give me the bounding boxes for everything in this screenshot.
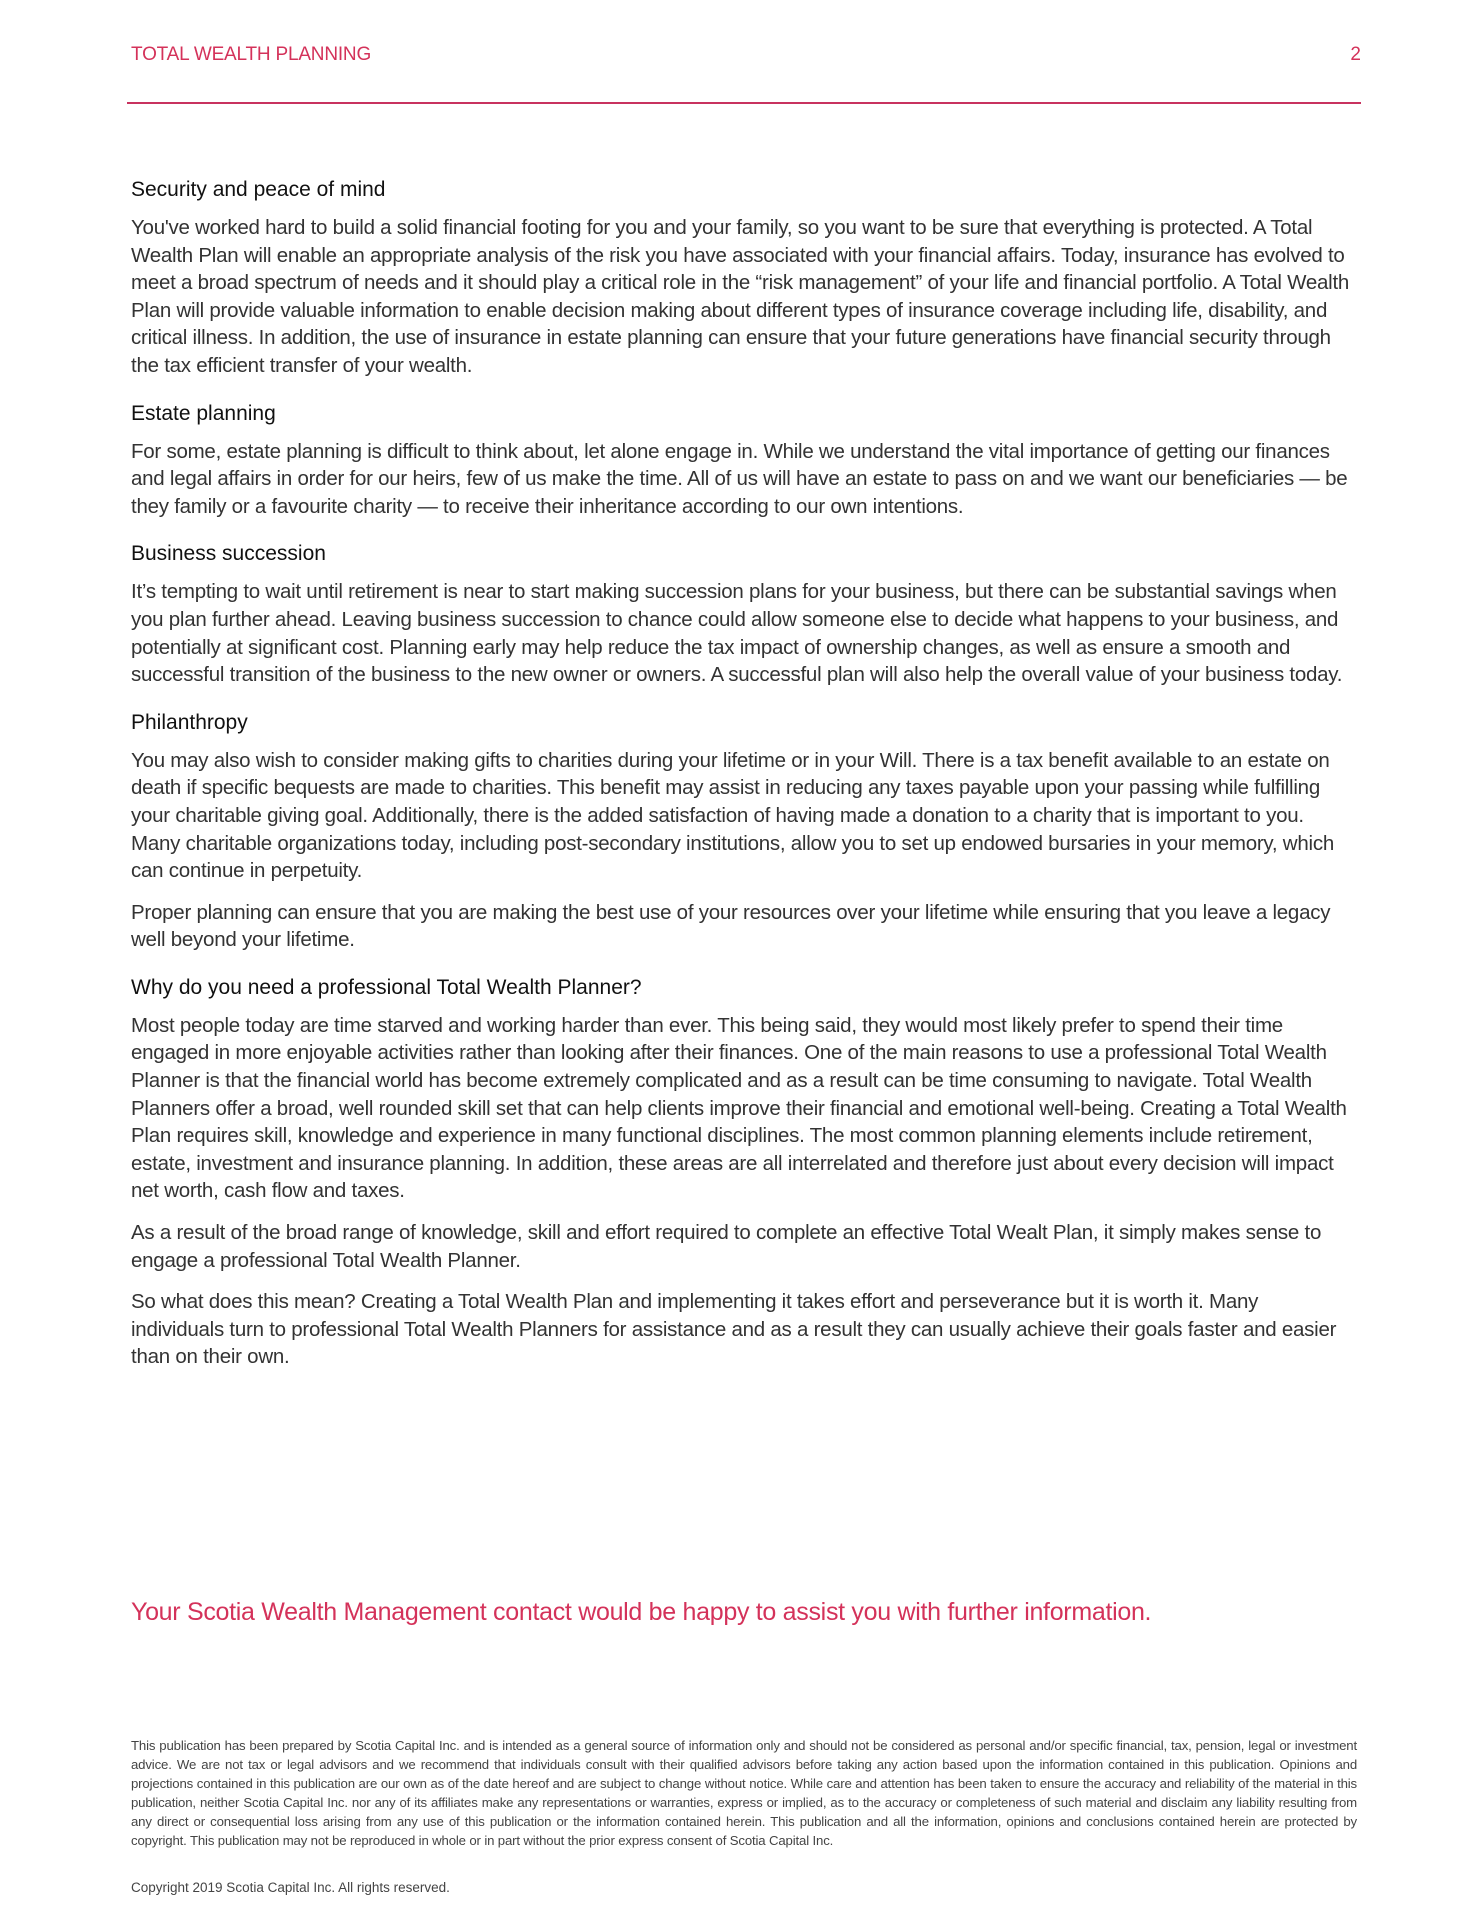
paragraph: It’s tempting to wait until retirement is near to start making succession plans for your business, but there can be substantial savings when you plan further ahead. Leaving business succession to chance could allow someone else to decide what happens to your business, and potentially at significant cost. Planning early may help reduce the tax impact of ownership changes, as well as ensure a smooth and successful transition of the business to the new owner or owners. A successful plan will also help the overall value of your business today. — [131, 580, 1343, 687]
paragraph: Proper planning can ensure that you are making the best use of your resources over your lifetime while ensuring that you leave a legacy well beyond your lifetime. — [131, 900, 1331, 952]
paragraph: As a result of the broad range of knowledge, skill and effort required to complete an effective Total Wealt Plan, it simply makes sense to engage a professional Total Wealth Planner. — [131, 1221, 1322, 1272]
page-number: 2 — [1350, 44, 1361, 65]
section-estate-planning — [131, 400, 1356, 521]
paragraph: You've worked hard to build a solid financial footing for you and your family, so you want to be sure that everything is protected. A Total Wealth Plan will enable an appropriate analysis of the risk you have associated with your financial affairs. Today, insurance has evolved to meet a broad spectrum of needs and it should play a critical role in the “risk management” of your life and financial portfolio. A Total Wealth Plan will provide valuable information to enable decision making about different types of insurance coverage including life, disability, and critical illness. In addition, the use of insurance in estate planning can ensure that your future generations have financial security through the tax efficient transfer of your wealth. — [131, 216, 1350, 377]
contact-callout: Your Scotia Wealth Management contact would be happy to assist you with further information. — [131, 1598, 1152, 1626]
section-heading: Estate planning — [131, 401, 276, 425]
section-heading: Philanthropy — [131, 710, 248, 734]
section-business-succession — [131, 540, 1356, 688]
document-title: TOTAL WEALTH PLANNING — [131, 44, 372, 65]
paragraph: You may also wish to consider making gifts to charities during your lifetime or in your Will. There is a tax benefit available to an estate on death if specific bequests are made to charities. This benefit may assist in reducing any taxes payable upon your passing while fulfilling your charitable giving goal. Additionally, there is the added satisfaction of having made a donation to a charity that is important to you. Many charitable organizations today, including post-secondary institutions, allow you to set up endowed bursaries in your memory, which can continue in perpetuity. — [131, 748, 1334, 883]
paragraph: So what does this mean? Creating a Total Wealth Plan and implementing it takes effort and perseverance but it is worth it. Many individuals turn to professional Total Wealth Planners for assistance and as a result they can usually achieve their goals faster and easier than on their own. — [131, 1290, 1337, 1369]
section-heading: Why do you need a professional Total Wealth Planner? — [131, 975, 642, 999]
section-philanthropy — [131, 709, 1356, 954]
copyright-notice: Copyright 2019 Scotia Capital Inc. All rights reserved. — [131, 1880, 450, 1895]
main-content — [131, 176, 1356, 1391]
section-heading: Business succession — [131, 542, 326, 566]
legal-disclaimer: This publication has been prepared by Scotia Capital Inc. and is intended as a general source of information only and should not be considered as personal and/or specific financial, tax, pension, legal or investment advice. We are not tax or legal advisors and we recommend that individuals consult with their qualified advisors before taking any action based upon the information contained in this publication. Opinions and projections contained in this publication are our own as of the date hereof and are subject to change without notice. While care and attention has been taken to ensure the accuracy and reliability of the material in this publication, neither Scotia Capital Inc. nor any of its affiliates make any representations or warranties, express or implied, as to the accuracy or completeness of such material and disclaim any liability resulting from any direct or consequential loss arising from any use of this publication or the information contained herein. This publication and all the information, opinions and conclusions contained herein are protected by copyright. This publication may not be reproduced in whole or in part without the prior express consent of Scotia Capital Inc. — [131, 1738, 1357, 1848]
page-header — [131, 44, 1361, 74]
paragraph: Most people today are time starved and working harder than ever. This being said, they would most likely prefer to spend their time engaged in more enjoyable activities rather than looking after their finances. One of the main reasons to use a professional Total Wealth Planner is that the financial world has become extremely complicated and as a result can be time consuming to navigate. Total Wealth Planners offer a broad, well rounded skill set that can help clients improve their financial and emotional well-being. Creating a Total Wealth Plan requires skill, knowledge and experience in many functional disciplines. The most common planning elements include retirement, estate, investment and insurance planning. In addition, these areas are all interrelated and therefore just about every decision will impact net worth, cash flow and taxes. — [131, 1013, 1347, 1203]
section-security — [131, 176, 1356, 380]
section-professional-planner — [131, 974, 1356, 1371]
header-divider — [127, 102, 1361, 104]
section-heading: Security and peace of mind — [131, 178, 386, 201]
paragraph: For some, estate planning is difficult to think about, let alone engage in. While we understand the vital importance of getting our finances and legal affairs in order for our heirs, few of us make the time. All of us will have an estate to pass on and we want our beneficiaries — be they family or a favourite charity — to receive their inheritance according to our own intentions. — [131, 439, 1348, 518]
